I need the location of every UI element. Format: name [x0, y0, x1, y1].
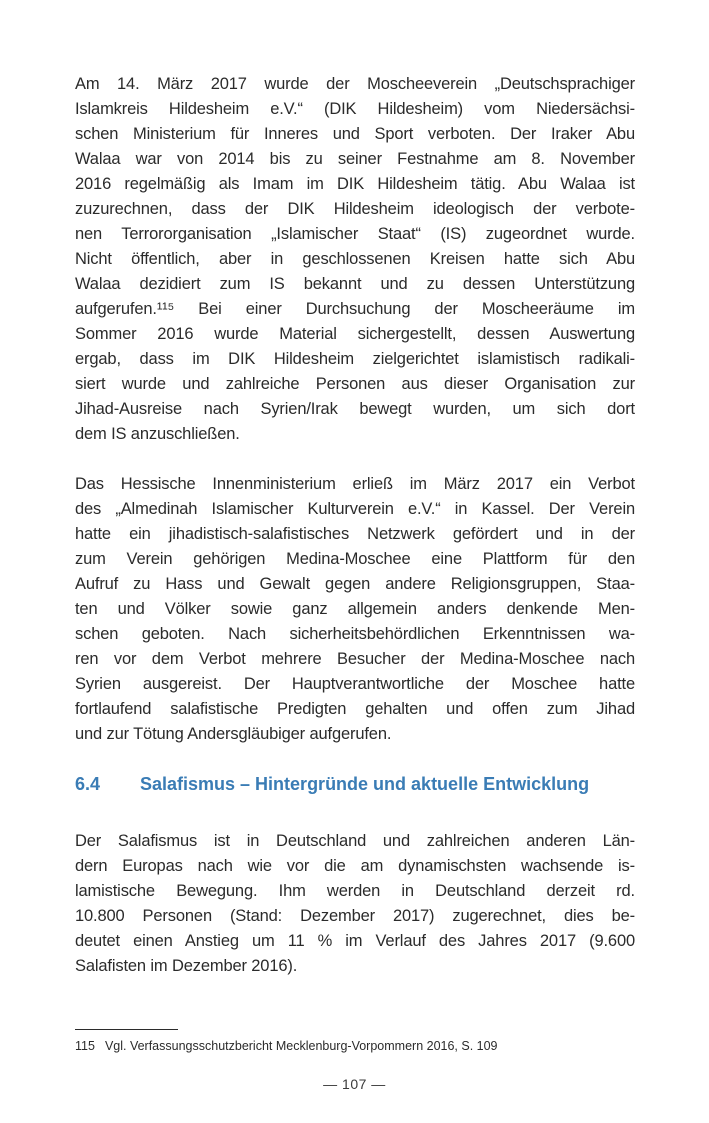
text-line: ren vor dem Verbot mehrere Besucher der Medina-Moschee nach [75, 650, 635, 668]
section-title: Salafismus – Hintergründe und aktuelle Entwicklung [140, 774, 590, 794]
footnote-separator [75, 1029, 178, 1030]
text-line: Walaa dezidiert zum IS bekannt und zu dessen Unterstützung [75, 275, 635, 293]
text-line: Der Salafismus ist in Deutschland und zahlreichen anderen Län- [75, 832, 635, 850]
text-line: ten und Völker sowie ganz allgemein anders denkende Men- [75, 600, 635, 618]
text-content [75, 72, 635, 1004]
paragraph [75, 829, 635, 979]
text-line: Jihad-Ausreise nach Syrien/Irak bewegt wurden, um sich dort [75, 400, 635, 418]
text-line: Salafisten im Dezember 2016). [75, 957, 298, 975]
text-line: ergab, dass im DIK Hildesheim zielgerichtet islamistisch radikali- [75, 350, 635, 368]
text-line: nen Terrororganisation „Islamischer Staat“ (IS) zugeordnet wurde. [75, 225, 635, 243]
text-line: deutet einen Anstieg um 11 % im Verlauf des Jahres 2017 (9.600 [75, 932, 635, 950]
text-line: Am 14. März 2017 wurde der Moscheeverein „Deutschsprachiger [75, 75, 635, 93]
text-line: Walaa war von 2014 bis zu seiner Festnahme am 8. November [75, 150, 635, 168]
text-line: Sommer 2016 wurde Material sichergestellt, dessen Auswertung [75, 325, 635, 343]
text-line: Nicht öffentlich, aber in geschlossenen Kreisen hatte sich Abu [75, 250, 635, 268]
footnote-body: Vgl. Verfassungsschutzbericht Mecklenburg-Vorpommern 2016, S. 109 [104, 1039, 498, 1053]
text-line: aufgerufen.¹¹⁵ Bei einer Durchsuchung der Moscheeräume im [75, 300, 635, 318]
text-line: schen Ministerium für Inneres und Sport verboten. Der Iraker Abu [75, 125, 635, 143]
paragraph [75, 72, 635, 447]
footnote [75, 1029, 635, 1054]
text-line: Islamkreis Hildesheim e.V.“ (DIK Hildesheim) vom Niedersächsi- [75, 100, 635, 118]
text-line: lamistische Bewegung. Ihm werden in Deutschland derzeit rd. [75, 882, 635, 900]
text-line: zuzurechnen, dass der DIK Hildesheim ideologisch der verbote- [75, 200, 635, 218]
text-line: dem IS anzuschließen. [75, 425, 240, 443]
text-line: hatte ein jihadistisch-salafistisches Netzwerk gefördert und in der [75, 525, 635, 543]
text-line: 10.800 Personen (Stand: Dezember 2017) zugerechnet, dies be- [75, 907, 635, 925]
text-line: dern Europas nach wie vor die am dynamischsten wachsende is- [75, 857, 635, 875]
section-heading [75, 772, 635, 796]
text-line: fortlaufend salafistische Predigten gehalten und offen zum Jihad [75, 700, 635, 718]
footnote-text [75, 1038, 635, 1054]
paragraph [75, 472, 635, 747]
text-line: schen geboten. Nach sicherheitsbehördlichen Erkenntnissen wa- [75, 625, 635, 643]
text-line: siert wurde und zahlreiche Personen aus dieser Organisation zur [75, 375, 635, 393]
section-number: 6.4 [75, 774, 101, 794]
footnote-number: 115 [75, 1039, 95, 1053]
text-line: Das Hessische Innenministerium erließ im März 2017 ein Verbot [75, 475, 635, 493]
page-number: — 107 — [323, 1076, 386, 1092]
text-line: zum Verein gehörigen Medina-Moschee eine Plattform für den [75, 550, 635, 568]
text-line: Aufruf zu Hass und Gewalt gegen andere Religionsgruppen, Staa- [75, 575, 635, 593]
text-line: des „Almedinah Islamischer Kulturverein e.V.“ in Kassel. Der Verein [75, 500, 635, 518]
text-line: 2016 regelmäßig als Imam im DIK Hildesheim tätig. Abu Walaa ist [75, 175, 635, 193]
text-line: und zur Tötung Andersgläubiger aufgerufen. [75, 725, 392, 743]
text-line: Syrien ausgereist. Der Hauptverantwortliche der Moschee hatte [75, 675, 635, 693]
